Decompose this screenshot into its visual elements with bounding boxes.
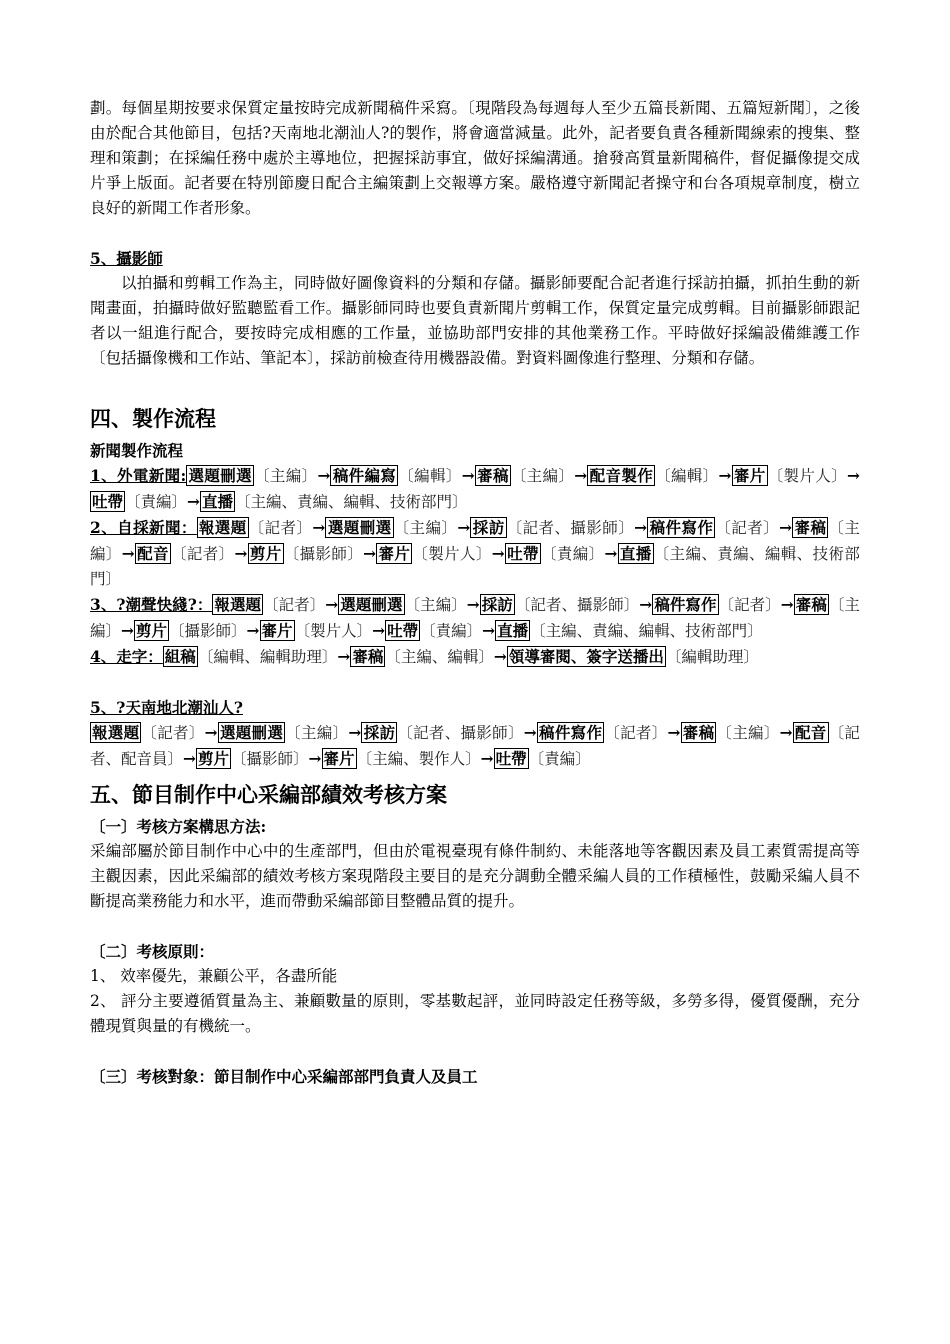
document-page [90, 96, 860, 1089]
flow-step-role: 〔主編〕 [404, 596, 467, 614]
flow-arrow: → [667, 723, 681, 742]
flow-step-role: 〔攝影師〕 [283, 545, 364, 563]
flow-step-task: 審稿 [794, 518, 827, 537]
flow-step-role: 〔主編、責編、編輯、技術部門〕 [235, 493, 468, 511]
flow-step-task: 稿件寫作 [538, 723, 603, 742]
flow-arrow: → [482, 621, 496, 640]
flow-step-task: 審片 [733, 466, 766, 485]
flow-step-task: 選題刪選 [340, 595, 403, 614]
flow-arrow: → [121, 621, 135, 640]
flow-step-task: 剪片 [249, 544, 282, 563]
flow-line [90, 592, 860, 644]
flow-arrow: → [480, 749, 494, 768]
flow-line [90, 515, 860, 592]
flow-line [90, 463, 860, 515]
flow-step-role: 〔記者〕 [263, 596, 326, 614]
flow-step-role: 〔編輯、編輯助理〕 [197, 648, 338, 666]
flow-step-task: 直播 [202, 492, 234, 511]
flow-step-role: 〔主編〕 [285, 724, 349, 742]
flow-arrow: → [308, 749, 322, 768]
flow-arrow: → [372, 621, 386, 640]
flow-step-task: 審稿 [682, 723, 715, 742]
flow-step-role: 〔記者〕 [604, 724, 668, 742]
flow-step-role: 〔主編〕 [510, 467, 575, 485]
flow-step-task: 配音 [136, 544, 169, 563]
flow-step-role: 〔製片人〕 [412, 545, 492, 563]
flow-step-task: 審稿 [352, 647, 384, 666]
flow-step-role: 〔責編〕 [528, 750, 591, 768]
flow-arrow: → [634, 518, 648, 537]
flow-step-role: 〔主編、責編、編輯、技術部門〕 [530, 622, 763, 640]
flow-step-task: 剪片 [198, 749, 230, 768]
flow-arrow: → [639, 595, 653, 614]
flow-step-task: 直播 [497, 621, 529, 640]
section5-title: 五、節目制作中心采編部績效考核方案 [90, 782, 447, 807]
flow-step-role: 〔主編〕 [90, 519, 860, 563]
flow-arrow: → [779, 518, 793, 537]
flow-step-role: 〔記者、攝影師〕 [397, 724, 524, 742]
flow-step-role: 〔編輯〕 [398, 467, 462, 485]
flow-arrow: → [187, 492, 201, 511]
intro-paragraph: 劃。每個星期按要求保質定量按時完成新聞稿件采寫。〔現階段為每週每人至少五篇長新聞、五篇短新聞〕，之後由於配合其他節目，包括?天南地北潮汕人?的製作，將會適當減量。此外，記者要負責各種新聞線索的搜集、整理和策劃；在採編任務中處於主導地位，把握採訪事宜，做好採編溝通。搶發高質量新聞稿件，督促攝像提交成片爭上版面。記者要在特別節慶日配合主編策劃上交報導方案。嚴格遵守新聞記者操守和台各項規章制度，樹立良好的新聞工作者形象。 [90, 99, 860, 217]
flow-arrow: → [317, 466, 331, 485]
flow-step-task: 吐帶 [506, 544, 539, 563]
flow-arrow: → [718, 466, 732, 485]
flow-step-task: 審稿 [795, 595, 827, 614]
flow-step-role: 〔主編〕 [716, 724, 780, 742]
flow-arrow: → [348, 723, 362, 742]
flow-list [90, 463, 860, 670]
flow-arrow: → [234, 544, 248, 563]
flow-step-task: 選題刪選 [188, 466, 252, 485]
part2-heading: 〔二〕考核原則： [90, 942, 215, 961]
flow-step-role: 〔主編、製作人〕 [356, 750, 481, 768]
principle-2: 2、 評分主要遵循質量為主、兼顧數量的原則，零基數起評，並同時設定任務等級，多勞多得，優質優酬，充分體現質與量的有機統一。 [90, 992, 860, 1035]
part3-heading: 〔三〕考核對象：節目制作中心采編部部門負責人及員工 [90, 1067, 478, 1086]
flow-step-task: 採訪 [481, 595, 513, 614]
flow-step-task: 領導審閱、簽字送播出 [508, 647, 664, 666]
flow-step-role: 〔記者〕 [141, 724, 205, 742]
flow-arrow: → [204, 723, 218, 742]
flow-step-task: 選題刪選 [327, 518, 392, 537]
flow-step-task: 選題刪選 [219, 723, 284, 742]
flow-step-task: 配音製作 [589, 466, 654, 485]
flow-lead: 4、走字： [90, 647, 163, 666]
flow5-heading: 5、?天南地北潮汕人? [90, 698, 243, 717]
photographer-body: 以拍攝和剪輯工作為主，同時做好圖像資料的分類和存儲。攝影師要配合記者進行採訪拍攝，抓拍生動的新聞畫面，拍攝時做好監聽監看工作。攝影師同時也要負責新聞片剪輯工作，保質定量完成剪輯。目前攝影師跟記者以一組進行配合，要按時完成相應的工作量，並協助部門安排的其他業務工作。平時做好採編設備維護工作〔包括攝像機和工作站、筆記本〕，採訪前檢查待用機器設備。對資料圖像進行整理、分類和存儲。 [90, 274, 860, 367]
flow-step-task: 配音 [794, 723, 827, 742]
flow-step-task: 吐帶 [92, 492, 124, 511]
flow-lead: 2、自採新聞： [90, 518, 197, 537]
flow-step-task: 報選題 [214, 595, 262, 614]
flow-arrow: → [780, 595, 794, 614]
flow-lead: 3、?潮聲快綫?： [90, 595, 213, 614]
flow-step-task: 吐帶 [495, 749, 527, 768]
flow-step-task: 審片 [378, 544, 411, 563]
flow-lead: 1、外電新聞: [90, 466, 187, 485]
flow-arrow: → [604, 544, 618, 563]
flow-step-role: 〔記者、攝影師〕 [514, 596, 640, 614]
flow-step-task: 吐帶 [387, 621, 419, 640]
flow-step-task: 採訪 [363, 723, 396, 742]
flow-step-role: 〔責編〕 [420, 622, 483, 640]
flow-arrow: → [779, 723, 793, 742]
flow-step-task: 稿件寫作 [649, 518, 714, 537]
flow-step-task: 稿件寫作 [654, 595, 717, 614]
flow-line [90, 644, 860, 670]
flow-arrow: → [337, 647, 351, 666]
section4-subtitle: 新聞製作流程 [90, 441, 184, 460]
flow-step-role: 〔記者〕 [718, 596, 781, 614]
flow-step-role: 〔主編、編輯〕 [385, 648, 494, 666]
part1-body: 采編部屬於節目制作中心中的生產部門，但由於電視臺現有條件制約、未能落地等客觀因素及員工素質需提高等主觀因素，因此采編部的績效考核方案現階段主要目的是充分調動全體采編人員的工作積極性，鼓勵采編人員不斷提高業務能力和水平，進而帶動采編部節目整體品質的提升。 [90, 842, 860, 910]
flow-step-role: 〔記者、配音員〕 [90, 724, 860, 768]
flow-step-role: 〔製片人〕 [294, 622, 373, 640]
flow-arrow: → [246, 621, 260, 640]
part1-heading: 〔一〕考核方案構思方法: [90, 817, 267, 836]
flow-step-task: 審片 [261, 621, 293, 640]
flow-step-task: 報選題 [92, 723, 140, 742]
flow-step-role: 〔責編〕 [540, 545, 605, 563]
flow-arrow: → [491, 544, 505, 563]
flow-step-role: 〔主編〕 [393, 519, 458, 537]
flow-step-role: 〔編輯助理〕 [665, 648, 759, 666]
flow-arrow: → [461, 466, 475, 485]
flow-arrow: → [493, 647, 507, 666]
flow-step-role: 〔攝影師〕 [169, 622, 247, 640]
photographer-heading: 5、攝影師 [90, 249, 163, 268]
flow-step-role: 〔記者〕 [170, 545, 235, 563]
flow-step-task: 直播 [619, 544, 652, 563]
flow-step-role: 〔製片人〕 [767, 467, 847, 485]
flow-step-role: 〔主編、責編、編輯、技術部門〕 [90, 545, 860, 588]
flow-arrow: → [466, 595, 480, 614]
flow-step-role: 〔記者、攝影師〕 [506, 519, 635, 537]
flow-arrow: → [363, 544, 377, 563]
flow-arrow: → [574, 466, 588, 485]
flow-step-role: 〔記者〕 [248, 519, 313, 537]
flow-step-task: 審片 [323, 749, 355, 768]
flow-step-task: 採訪 [472, 518, 505, 537]
flow-step-role: 〔記者〕 [715, 519, 780, 537]
flow-arrow: → [183, 749, 197, 768]
flow-step-task: 審稿 [476, 466, 509, 485]
flow-arrow: → [325, 595, 339, 614]
flow-arrow: → [846, 466, 860, 485]
flow-arrow: → [312, 518, 326, 537]
section4-title: 四、製作流程 [90, 406, 216, 431]
flow5-steps [90, 720, 860, 772]
flow-step-task: 剪片 [136, 621, 168, 640]
flow-step-task: 稿件編寫 [332, 466, 397, 485]
flow-step-task: 報選題 [198, 518, 247, 537]
flow-arrow: → [457, 518, 471, 537]
flow-arrow: → [523, 723, 537, 742]
flow-step-role: 〔編輯〕 [655, 467, 719, 485]
flow-step-role: 〔責編〕 [125, 493, 188, 511]
flow-step-role: 〔主編〕 [254, 467, 318, 485]
principle-1: 1、 效率優先，兼顧公平，各盡所能 [90, 967, 338, 985]
flow-step-task: 組稿 [164, 647, 196, 666]
flow-step-role: 〔主編〕 [90, 596, 860, 640]
flow-arrow: → [121, 544, 135, 563]
flow-step-role: 〔攝影師〕 [231, 750, 309, 768]
